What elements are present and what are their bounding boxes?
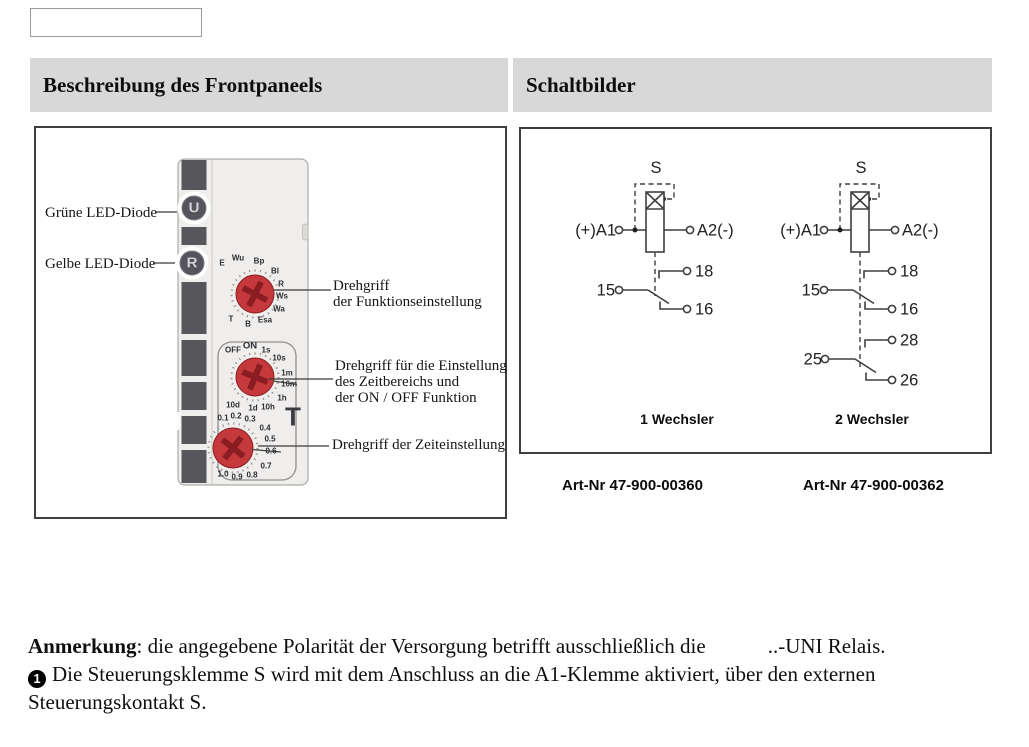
tr-scale-10s: 10s (272, 353, 286, 363)
tr-scale-1m: 1m (281, 368, 293, 378)
note-line-1: Anmerkung: die angegebene Polarität der Versorgung betrifft ausschließlich die ..-UNI Relais. (28, 634, 886, 658)
fn-scale-Esa: Esa (257, 315, 273, 325)
d1-15-label: 15 (596, 281, 615, 300)
t-scale-01: 0.1 (217, 413, 229, 423)
t-section-letter: T (285, 401, 301, 432)
schematics-drawing (521, 129, 990, 452)
note-line-2: 1 Die Steuerungsklemme S wird mit dem Anschluss an die A1-Klemme aktiviert, über den externen (28, 660, 1016, 688)
yellow-led-letter: R (186, 254, 198, 272)
fn-scale-Ws: Ws (276, 291, 288, 301)
section-title-schaltbilder: Schaltbilder (526, 72, 636, 97)
t-scale-09: 0.9 (231, 472, 243, 482)
yellow-led-callout: Gelbe LED-Diode (45, 256, 156, 272)
fn-scale-B: B (245, 319, 251, 329)
d1-s-label: S (650, 159, 662, 177)
tr-scale-10h: 10h (261, 402, 275, 412)
numbered-marker-1: 1 (28, 670, 46, 688)
d2-28-label: 28 (900, 331, 919, 350)
d2-15-label: 15 (801, 281, 820, 300)
d2-18-label: 18 (900, 262, 919, 281)
diagram-2-wechsler (780, 159, 938, 427)
d1-18-label: 18 (695, 262, 714, 281)
fn-scale-Wu: Wu (231, 253, 245, 263)
t-scale-07: 0.7 (260, 461, 272, 471)
top-left-empty-box (30, 8, 202, 37)
d2-25-label: 25 (803, 350, 822, 369)
d2-26-label: 26 (900, 371, 919, 390)
d1-a1-label: (+)A1 (575, 221, 616, 240)
note-line-3: Steuerungskontakt S. (28, 690, 207, 714)
d2-16-label: 16 (900, 300, 919, 319)
art-nr-00360: Art-Nr 47-900-00360 (562, 477, 703, 494)
d2-a1-label: (+)A1 (780, 221, 821, 240)
front-panel-figure (34, 126, 507, 519)
t-scale-03: 0.3 (244, 414, 256, 424)
tr-scale-1h: 1h (277, 393, 287, 403)
rail-notch (177, 412, 181, 430)
d2-a2-label: A2(-) (902, 221, 939, 240)
fn-scale-Bp: Bp (253, 256, 265, 266)
t-scale-05: 0.5 (264, 434, 276, 444)
function-knob-callout: Drehgriff der Funktionseinstellung (333, 278, 482, 310)
d1-caption: 1 Wechsler (640, 411, 714, 427)
diagram-1-wechsler (575, 159, 733, 427)
tr-scale-ON: ON (242, 340, 258, 352)
t-scale-04: 0.4 (259, 423, 271, 433)
t-scale-08: 0.8 (246, 470, 258, 480)
t-scale-06: 0.6 (265, 446, 277, 456)
green-led-letter: U (188, 199, 200, 217)
section-header-schaltbilder (513, 58, 992, 112)
side-slot (303, 224, 309, 240)
section-title-frontpanel: Beschreibung des Frontpaneels (43, 72, 323, 97)
tr-scale-1d: 1d (248, 403, 258, 413)
t-scale-02: 0.2 (230, 411, 242, 421)
d1-a2-label: A2(-) (697, 221, 734, 240)
tr-scale-10d: 10d (226, 400, 240, 410)
fn-scale-Wa: Wa (273, 304, 285, 314)
time-knob-callout: Drehgriff der Zeiteinstellung (332, 437, 505, 453)
fn-scale-R: R (278, 279, 284, 289)
time-range-knob-callout: Drehgriff für die Einstellung des Zeitbereichs und der ON / OFF Funktion (335, 358, 507, 406)
schematics-figure (519, 127, 992, 454)
tr-scale-OFF: OFF (225, 345, 241, 355)
tr-scale-1s: 1s (261, 345, 271, 355)
green-led-callout: Grüne LED-Diode (45, 205, 158, 221)
t-scale-10: 1.0 (217, 469, 229, 479)
note-paragraph (28, 632, 1016, 716)
fn-scale-T: T (228, 314, 234, 324)
fn-scale-Bl: Bl (271, 266, 279, 276)
section-header-frontpanel (30, 58, 508, 112)
fn-scale-E: E (219, 258, 225, 268)
d1-16-label: 16 (695, 300, 714, 319)
tr-scale-10m: 10m (280, 379, 298, 389)
d2-caption: 2 Wechsler (835, 411, 909, 427)
d2-s-label: S (855, 159, 867, 177)
art-nr-00362: Art-Nr 47-900-00362 (803, 477, 944, 494)
